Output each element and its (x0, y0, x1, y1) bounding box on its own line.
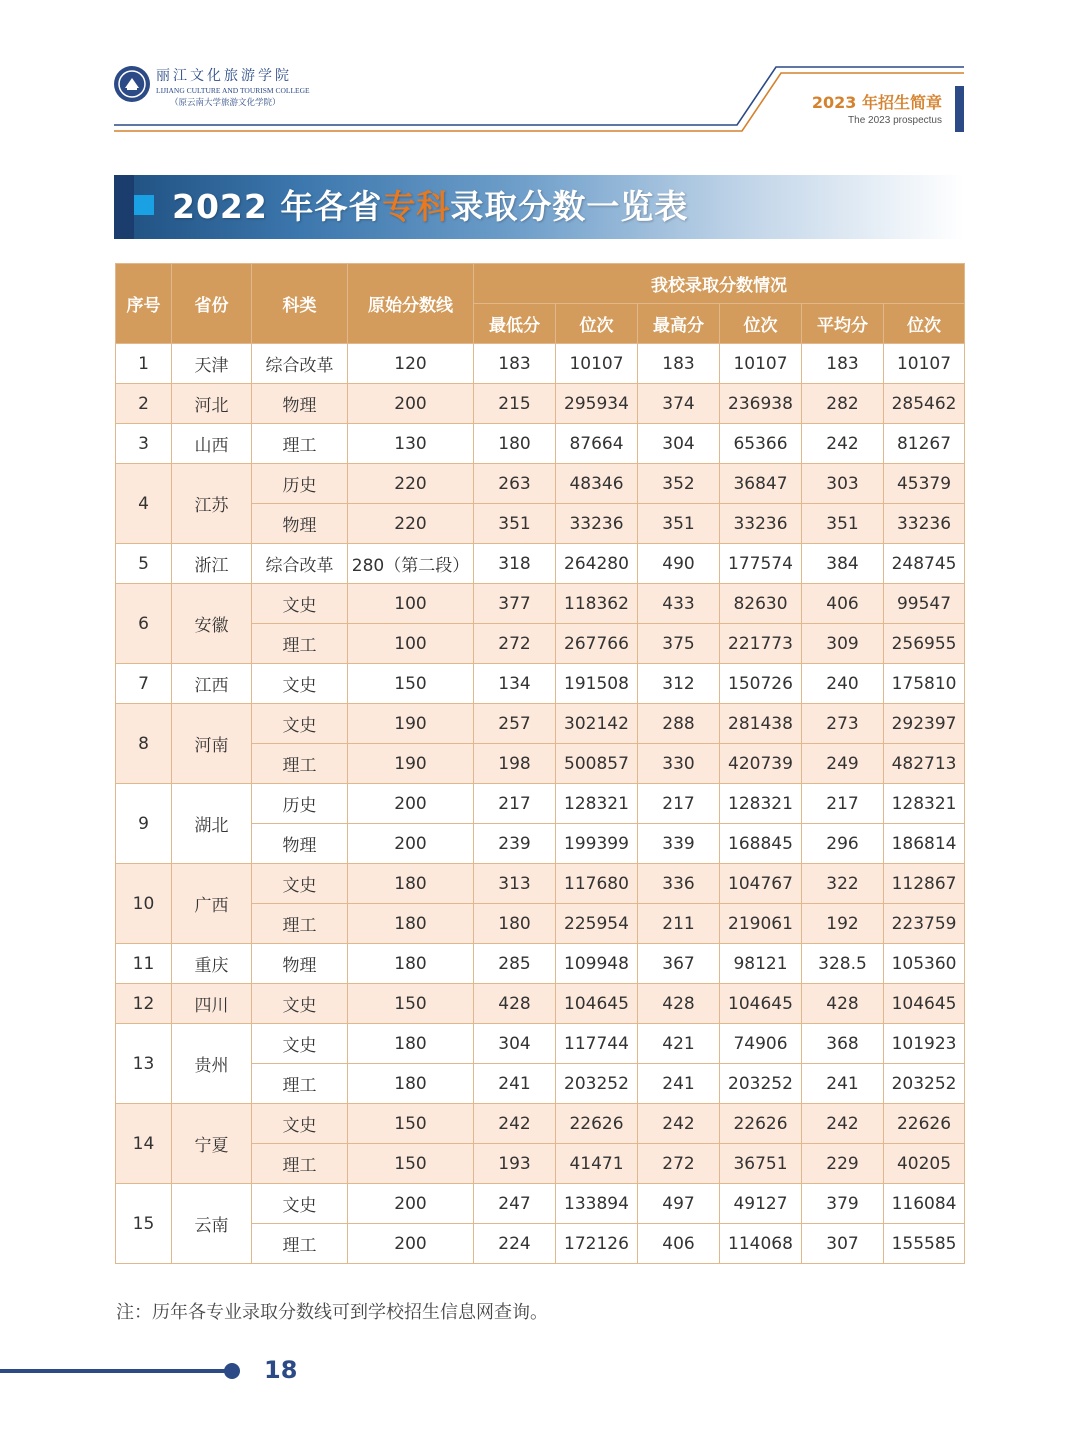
cell-avg-score: 368 (802, 1024, 884, 1064)
cell-category: 历史 (252, 464, 348, 504)
cell-rank-max: 128321 (720, 784, 802, 824)
table-row (116, 784, 965, 824)
cell-max-score: 330 (638, 744, 720, 784)
cell-rank-min: 109948 (556, 944, 638, 984)
cell-index: 11 (116, 944, 172, 984)
cell-rank-min: 48346 (556, 464, 638, 504)
banner-edge (114, 175, 134, 239)
cell-baseline: 190 (348, 744, 474, 784)
title-highlight: 专科 (382, 187, 451, 226)
cell-rank-max: 168845 (720, 824, 802, 864)
cell-avg-score: 322 (802, 864, 884, 904)
cell-baseline: 220 (348, 464, 474, 504)
cell-province: 山西 (172, 424, 252, 464)
header-baseline: 原始分数线 (348, 264, 474, 344)
header-rank-max: 位次 (720, 304, 802, 344)
cell-max-score: 375 (638, 624, 720, 664)
cell-rank-min: 22626 (556, 1104, 638, 1144)
cell-category: 物理 (252, 824, 348, 864)
table-row (116, 384, 965, 424)
cell-baseline: 150 (348, 1144, 474, 1184)
cell-rank-min: 199399 (556, 824, 638, 864)
cell-baseline: 180 (348, 944, 474, 984)
cell-avg-score: 273 (802, 704, 884, 744)
cell-province: 江西 (172, 664, 252, 704)
cell-category: 物理 (252, 504, 348, 544)
cell-max-score: 241 (638, 1064, 720, 1104)
cell-province: 河北 (172, 384, 252, 424)
cell-index: 9 (116, 784, 172, 864)
cell-rank-avg: 482713 (884, 744, 965, 784)
cell-rank-avg: 112867 (884, 864, 965, 904)
cell-category: 文史 (252, 1024, 348, 1064)
cell-rank-min: 302142 (556, 704, 638, 744)
table-row (116, 664, 965, 704)
cell-rank-min: 133894 (556, 1184, 638, 1224)
section-title (172, 183, 688, 231)
cell-avg-score: 309 (802, 624, 884, 664)
title-part-1: 2022 年各省 (172, 187, 383, 226)
cell-rank-max: 74906 (720, 1024, 802, 1064)
cell-category: 物理 (252, 384, 348, 424)
header-group: 我校录取分数情况 (474, 264, 965, 304)
cell-max-score: 428 (638, 984, 720, 1024)
table-row (116, 544, 965, 584)
footer-line (0, 1369, 232, 1373)
cell-rank-min: 41471 (556, 1144, 638, 1184)
header-min: 最低分 (474, 304, 556, 344)
cell-category: 理工 (252, 1144, 348, 1184)
cell-province: 宁夏 (172, 1104, 252, 1184)
cell-baseline: 180 (348, 1024, 474, 1064)
cell-index: 7 (116, 664, 172, 704)
cell-rank-avg: 105360 (884, 944, 965, 984)
footnote: 注：历年各专业录取分数线可到学校招生信息网查询。 (116, 1302, 548, 1323)
header-accent-bar (955, 86, 964, 132)
cell-avg-score: 192 (802, 904, 884, 944)
cell-max-score: 211 (638, 904, 720, 944)
table-row (116, 584, 965, 624)
cell-max-score: 217 (638, 784, 720, 824)
cell-avg-score: 351 (802, 504, 884, 544)
cell-index: 1 (116, 344, 172, 384)
header-row (116, 264, 965, 304)
cell-baseline: 180 (348, 864, 474, 904)
cell-rank-min: 203252 (556, 1064, 638, 1104)
cell-index: 10 (116, 864, 172, 944)
cell-avg-score: 183 (802, 344, 884, 384)
cell-min-score: 241 (474, 1064, 556, 1104)
cell-rank-avg: 223759 (884, 904, 965, 944)
title-part-2: 录取分数一览表 (450, 187, 689, 226)
cell-rank-max: 49127 (720, 1184, 802, 1224)
cell-rank-max: 98121 (720, 944, 802, 984)
cell-max-score: 421 (638, 1024, 720, 1064)
cell-baseline: 150 (348, 984, 474, 1024)
cell-province: 贵州 (172, 1024, 252, 1104)
cell-rank-avg: 81267 (884, 424, 965, 464)
cell-avg-score: 282 (802, 384, 884, 424)
cell-max-score: 497 (638, 1184, 720, 1224)
cell-province: 天津 (172, 344, 252, 384)
cell-baseline: 180 (348, 1064, 474, 1104)
cell-rank-max: 104645 (720, 984, 802, 1024)
cell-min-score: 247 (474, 1184, 556, 1224)
cell-min-score: 257 (474, 704, 556, 744)
cell-max-score: 183 (638, 344, 720, 384)
cell-rank-min: 117680 (556, 864, 638, 904)
cell-category: 理工 (252, 904, 348, 944)
cell-rank-max: 10107 (720, 344, 802, 384)
cell-min-score: 180 (474, 424, 556, 464)
cell-avg-score: 428 (802, 984, 884, 1024)
cell-max-score: 406 (638, 1224, 720, 1264)
cell-rank-min: 295934 (556, 384, 638, 424)
cell-baseline: 200 (348, 824, 474, 864)
cell-category: 历史 (252, 784, 348, 824)
cell-avg-score: 241 (802, 1064, 884, 1104)
cell-category: 物理 (252, 944, 348, 984)
cell-max-score: 374 (638, 384, 720, 424)
cell-min-score: 285 (474, 944, 556, 984)
cell-max-score: 272 (638, 1144, 720, 1184)
cell-min-score: 193 (474, 1144, 556, 1184)
table-row (116, 1024, 965, 1064)
admission-scores-table (115, 263, 965, 1264)
cell-avg-score: 384 (802, 544, 884, 584)
cell-max-score: 433 (638, 584, 720, 624)
cell-avg-score: 242 (802, 424, 884, 464)
cell-avg-score: 406 (802, 584, 884, 624)
cell-rank-max: 33236 (720, 504, 802, 544)
cell-baseline: 150 (348, 664, 474, 704)
cell-province: 河南 (172, 704, 252, 784)
cell-min-score: 304 (474, 1024, 556, 1064)
cell-rank-min: 267766 (556, 624, 638, 664)
header-rank-min: 位次 (556, 304, 638, 344)
cell-rank-max: 150726 (720, 664, 802, 704)
cell-rank-min: 87664 (556, 424, 638, 464)
cell-max-score: 490 (638, 544, 720, 584)
cell-rank-avg: 186814 (884, 824, 965, 864)
cell-rank-min: 104645 (556, 984, 638, 1024)
cell-min-score: 134 (474, 664, 556, 704)
cell-avg-score: 217 (802, 784, 884, 824)
cell-rank-max: 219061 (720, 904, 802, 944)
cell-rank-min: 191508 (556, 664, 638, 704)
cell-rank-avg: 116084 (884, 1184, 965, 1224)
cell-rank-avg: 292397 (884, 704, 965, 744)
cell-category: 文史 (252, 864, 348, 904)
cell-min-score: 313 (474, 864, 556, 904)
cell-rank-max: 114068 (720, 1224, 802, 1264)
cell-baseline: 100 (348, 584, 474, 624)
cell-rank-avg: 203252 (884, 1064, 965, 1104)
cell-rank-min: 10107 (556, 344, 638, 384)
cell-max-score: 367 (638, 944, 720, 984)
cell-avg-score: 307 (802, 1224, 884, 1264)
cell-category: 文史 (252, 584, 348, 624)
cell-avg-score: 328.5 (802, 944, 884, 984)
cell-province: 四川 (172, 984, 252, 1024)
header-category: 科类 (252, 264, 348, 344)
cell-index: 8 (116, 704, 172, 784)
cell-min-score: 351 (474, 504, 556, 544)
cell-baseline: 200 (348, 384, 474, 424)
table-row (116, 704, 965, 744)
cell-min-score: 318 (474, 544, 556, 584)
cell-rank-min: 225954 (556, 904, 638, 944)
cell-rank-min: 172126 (556, 1224, 638, 1264)
cell-baseline: 100 (348, 624, 474, 664)
cell-avg-score: 242 (802, 1104, 884, 1144)
cell-max-score: 352 (638, 464, 720, 504)
cell-index: 15 (116, 1184, 172, 1264)
cell-max-score: 351 (638, 504, 720, 544)
cell-rank-avg: 155585 (884, 1224, 965, 1264)
cell-index: 6 (116, 584, 172, 664)
cell-province: 浙江 (172, 544, 252, 584)
cell-min-score: 377 (474, 584, 556, 624)
cell-rank-max: 281438 (720, 704, 802, 744)
cell-rank-max: 203252 (720, 1064, 802, 1104)
cell-avg-score: 303 (802, 464, 884, 504)
cell-rank-min: 128321 (556, 784, 638, 824)
cell-rank-avg: 128321 (884, 784, 965, 824)
cell-rank-avg: 22626 (884, 1104, 965, 1144)
cell-baseline: 280（第二段） (348, 544, 474, 584)
school-name-en: LIJIANG CULTURE AND TOURISM COLLEGE (156, 86, 310, 95)
cell-rank-max: 420739 (720, 744, 802, 784)
cell-province: 江苏 (172, 464, 252, 544)
cell-index: 3 (116, 424, 172, 464)
cell-category: 文史 (252, 1104, 348, 1144)
cell-rank-min: 117744 (556, 1024, 638, 1064)
cell-category: 理工 (252, 424, 348, 464)
cell-min-score: 242 (474, 1104, 556, 1144)
cell-max-score: 304 (638, 424, 720, 464)
table-row (116, 944, 965, 984)
cell-rank-min: 33236 (556, 504, 638, 544)
cell-rank-max: 221773 (720, 624, 802, 664)
table-row (116, 984, 965, 1024)
school-name-cn: 丽江文化旅游学院 (156, 68, 292, 84)
cell-avg-score: 229 (802, 1144, 884, 1184)
section-banner (114, 175, 964, 239)
cell-baseline: 150 (348, 1104, 474, 1144)
cell-rank-avg: 99547 (884, 584, 965, 624)
cell-baseline: 120 (348, 344, 474, 384)
cell-min-score: 428 (474, 984, 556, 1024)
prospectus-subtitle: The 2023 prospectus (848, 115, 942, 126)
cell-baseline: 180 (348, 904, 474, 944)
cell-category: 综合改革 (252, 344, 348, 384)
cell-rank-avg: 256955 (884, 624, 965, 664)
cell-category: 综合改革 (252, 544, 348, 584)
cell-rank-max: 177574 (720, 544, 802, 584)
cell-max-score: 312 (638, 664, 720, 704)
cell-index: 4 (116, 464, 172, 544)
cell-category: 文史 (252, 704, 348, 744)
cell-rank-min: 118362 (556, 584, 638, 624)
cell-rank-max: 36751 (720, 1144, 802, 1184)
cell-baseline: 200 (348, 784, 474, 824)
cell-category: 文史 (252, 984, 348, 1024)
cell-min-score: 215 (474, 384, 556, 424)
header-index: 序号 (116, 264, 172, 344)
cell-category: 文史 (252, 664, 348, 704)
cell-max-score: 336 (638, 864, 720, 904)
cell-rank-max: 65366 (720, 424, 802, 464)
cell-category: 理工 (252, 624, 348, 664)
cell-rank-min: 500857 (556, 744, 638, 784)
cell-rank-avg: 10107 (884, 344, 965, 384)
cell-min-score: 263 (474, 464, 556, 504)
cell-index: 12 (116, 984, 172, 1024)
table-row (116, 464, 965, 504)
cell-avg-score: 296 (802, 824, 884, 864)
cell-avg-score: 249 (802, 744, 884, 784)
header-rank-avg: 位次 (884, 304, 965, 344)
cell-rank-max: 36847 (720, 464, 802, 504)
cell-rank-avg: 175810 (884, 664, 965, 704)
cell-category: 理工 (252, 1224, 348, 1264)
cell-province: 湖北 (172, 784, 252, 864)
cell-index: 14 (116, 1104, 172, 1184)
page-number: 18 (264, 1356, 298, 1384)
cell-min-score: 198 (474, 744, 556, 784)
table-row (116, 1184, 965, 1224)
cell-min-score: 239 (474, 824, 556, 864)
cell-baseline: 200 (348, 1224, 474, 1264)
cell-rank-max: 22626 (720, 1104, 802, 1144)
cell-province: 云南 (172, 1184, 252, 1264)
cell-province: 安徽 (172, 584, 252, 664)
cell-rank-avg: 248745 (884, 544, 965, 584)
school-former-name: （原云南大学旅游文化学院） (170, 98, 281, 108)
banner-square-icon (134, 195, 154, 215)
cell-rank-avg: 101923 (884, 1024, 965, 1064)
header-max: 最高分 (638, 304, 720, 344)
cell-rank-max: 82630 (720, 584, 802, 624)
table-row (116, 344, 965, 384)
prospectus-title: 2023 年招生简章 (811, 93, 942, 112)
cell-min-score: 217 (474, 784, 556, 824)
cell-category: 理工 (252, 1064, 348, 1104)
footer-dot-icon (224, 1363, 240, 1379)
cell-rank-max: 236938 (720, 384, 802, 424)
cell-avg-score: 379 (802, 1184, 884, 1224)
cell-rank-avg: 285462 (884, 384, 965, 424)
cell-min-score: 272 (474, 624, 556, 664)
cell-max-score: 288 (638, 704, 720, 744)
cell-min-score: 183 (474, 344, 556, 384)
cell-province: 广西 (172, 864, 252, 944)
cell-baseline: 220 (348, 504, 474, 544)
cell-province: 重庆 (172, 944, 252, 984)
cell-baseline: 130 (348, 424, 474, 464)
cell-rank-avg: 40205 (884, 1144, 965, 1184)
cell-index: 2 (116, 384, 172, 424)
cell-max-score: 339 (638, 824, 720, 864)
cell-baseline: 200 (348, 1184, 474, 1224)
cell-avg-score: 240 (802, 664, 884, 704)
cell-min-score: 224 (474, 1224, 556, 1264)
cell-index: 13 (116, 1024, 172, 1104)
cell-category: 文史 (252, 1184, 348, 1224)
cell-category: 理工 (252, 744, 348, 784)
header-avg: 平均分 (802, 304, 884, 344)
cell-baseline: 190 (348, 704, 474, 744)
cell-max-score: 242 (638, 1104, 720, 1144)
cell-rank-avg: 45379 (884, 464, 965, 504)
cell-index: 5 (116, 544, 172, 584)
table-row (116, 1104, 965, 1144)
cell-min-score: 180 (474, 904, 556, 944)
cell-rank-max: 104767 (720, 864, 802, 904)
cell-rank-min: 264280 (556, 544, 638, 584)
cell-rank-avg: 104645 (884, 984, 965, 1024)
table-row (116, 864, 965, 904)
header-province: 省份 (172, 264, 252, 344)
cell-rank-avg: 33236 (884, 504, 965, 544)
table-row (116, 424, 965, 464)
